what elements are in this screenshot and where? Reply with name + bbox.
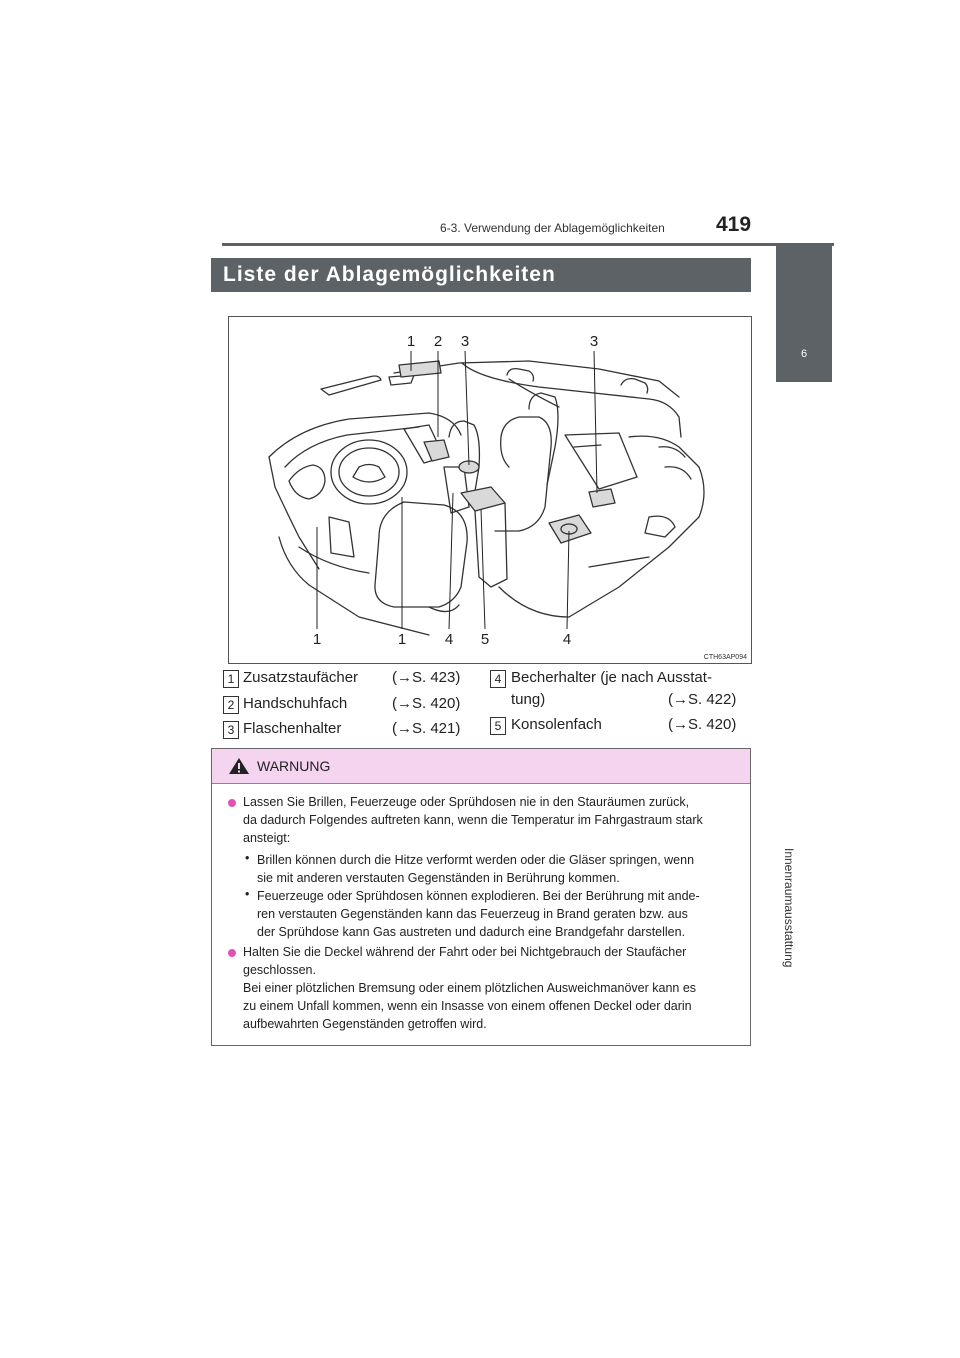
callout-bottom-1b: 1 <box>393 631 411 649</box>
sub-bullet-2: • <box>245 887 250 901</box>
warning-item1-line1: Lassen Sie Brillen, Feuerzeuge oder Sprühdosen nie in den Stauräumen zurück, <box>243 795 690 809</box>
sub-bullet-1: • <box>245 851 250 865</box>
section-header: 6-3. Verwendung der Ablagemöglichkeiten <box>440 221 665 235</box>
legend-label-3: Flaschenhalter <box>243 720 342 737</box>
callout-bottom-5: 5 <box>476 631 494 649</box>
warning-header <box>212 749 750 784</box>
warning-sub1-line1: Brillen können durch die Hitze verformt werden oder die Gläser springen, wenn <box>257 853 695 867</box>
legend-badge-3: 3 <box>223 721 239 739</box>
legend-badge-1: 1 <box>223 670 239 688</box>
legend-ref-1: (→S. 423) <box>392 669 461 686</box>
legend-ref-2: (→S. 420) <box>392 695 461 712</box>
legend-label-2: Handschuhfach <box>243 695 348 712</box>
warning-bullet-1 <box>228 799 236 807</box>
warning-sub2-line1: Feuerzeuge oder Sprühdosen können explodieren. Bei der Berührung mit ande- <box>257 889 700 903</box>
warning-item2-line2: geschlossen. <box>243 963 316 977</box>
chapter-number: 6 <box>800 348 808 360</box>
chapter-label-text: Innenraumausstattung <box>782 848 796 968</box>
figure-code: CTH63AP094 <box>703 654 747 661</box>
legend-badge-2: 2 <box>223 696 239 714</box>
warning-triangle-icon <box>228 757 250 775</box>
callout-top-3b: 3 <box>585 333 603 351</box>
callout-bottom-1: 1 <box>308 631 326 649</box>
legend-badge-5: 5 <box>490 717 506 735</box>
warning-item2-line1: Halten Sie die Deckel während der Fahrt oder bei Nichtgebrauch der Staufächer <box>243 945 687 959</box>
legend-label-4-line1: Becherhalter (je nach Ausstat- <box>511 669 712 686</box>
callout-bottom-4b: 4 <box>558 631 576 649</box>
legend-ref-5: (→S. 420) <box>668 716 737 733</box>
warning-item2-line5: aufbewahrten Gegenständen getroffen wird. <box>243 1017 487 1031</box>
warning-box <box>211 748 751 1046</box>
legend-label-4-line2: tung) <box>511 691 546 708</box>
header-divider <box>222 243 834 246</box>
callout-top-2: 2 <box>429 333 447 351</box>
warning-sub1-line2: sie mit anderen verstauten Gegenständen in Berührung kommen. <box>257 871 620 885</box>
callout-top-3: 3 <box>456 333 474 351</box>
legend-ref-4: (→S. 422) <box>668 691 737 708</box>
callout-bottom-4: 4 <box>440 631 458 649</box>
legend-badge-4: 4 <box>490 670 506 688</box>
car-interior-drawing <box>229 317 751 663</box>
chapter-tab <box>776 246 832 382</box>
legend-label-5: Konsolenfach <box>511 716 602 733</box>
section-title-bar <box>211 258 751 292</box>
warning-item2-line4: zu einem Unfall kommen, wenn ein Insasse von einem offenen Deckel oder darin <box>243 999 692 1013</box>
warning-sub2-line2: ren verstauten Gegenständen kann das Feuerzeug in Brand geraten bzw. aus <box>257 907 688 921</box>
warning-item1-line2: da dadurch Folgendes auftreten kann, wenn die Temperatur im Fahrgastraum stark <box>243 813 703 827</box>
legend-label-1: Zusatzstaufächer <box>243 669 359 686</box>
warning-sub2-line3: der Sprühdose kann Gas austreten und dadurch eine Brandgefahr darstellen. <box>257 925 686 939</box>
warning-item1-line3: ansteigt: <box>243 831 291 845</box>
warning-item2-line3: Bei einer plötzlichen Bremsung oder einem plötzlichen Ausweichmanöver kann es <box>243 981 697 995</box>
legend-ref-3: (→S. 421) <box>392 720 461 737</box>
page-number: 419 <box>716 213 752 236</box>
callout-top-1: 1 <box>402 333 420 351</box>
section-title: Liste der Ablagemöglichkeiten <box>223 263 556 286</box>
interior-illustration <box>228 316 752 664</box>
warning-bullet-2 <box>228 949 236 957</box>
warning-title: WARNUNG <box>257 758 331 774</box>
